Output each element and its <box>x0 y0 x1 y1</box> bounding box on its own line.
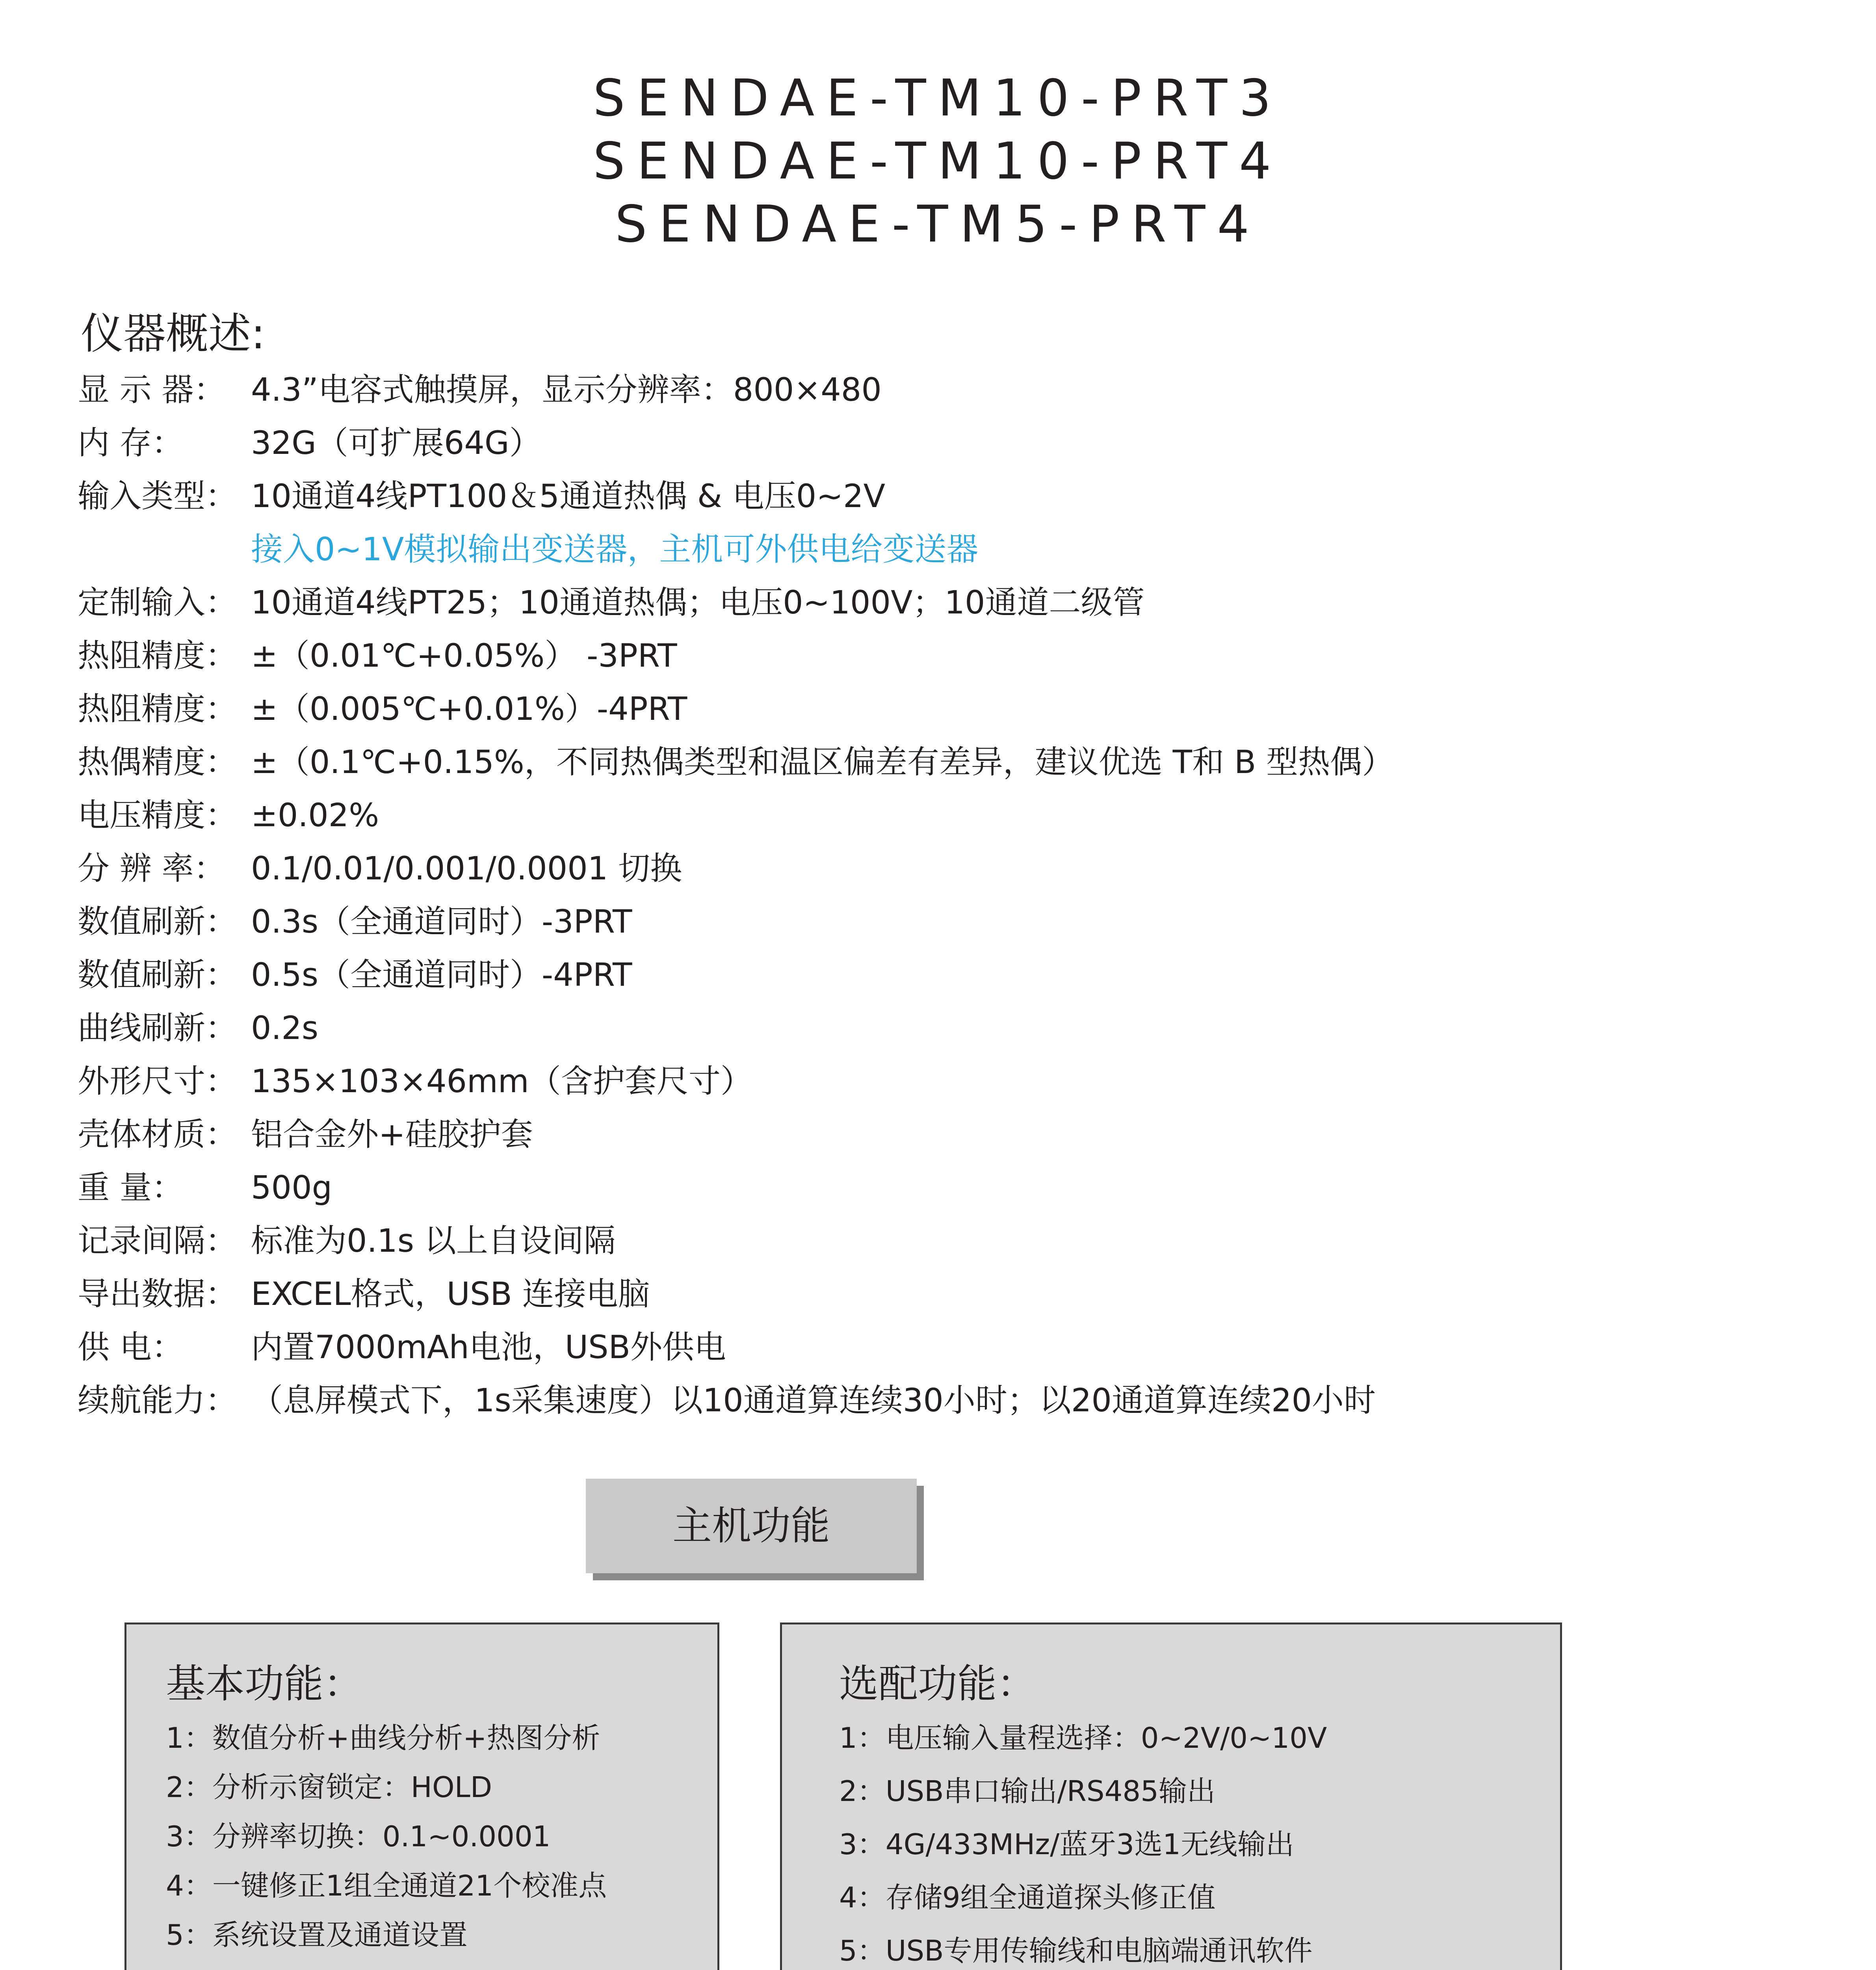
spec-label: 导出数据： <box>78 1276 238 1313</box>
spec-value: ±（0.01℃+0.05%） -3PRT <box>251 637 677 675</box>
spec-label: 热阻精度： <box>78 691 238 728</box>
spec-value: 标准为0.1s 以上自设间隔 <box>251 1223 616 1260</box>
spec-value: ±（0.1℃+0.15%，不同热偶类型和温区偏差有差异，建议优选 T和 B 型热偶） <box>251 744 1394 781</box>
spec-value: 0.1/0.01/0.001/0.0001 切换 <box>251 850 682 887</box>
spec-value: 500g <box>251 1169 332 1206</box>
model-titles <box>0 67 1876 256</box>
spec-value: 0.3s（全通道同时）-3PRT <box>251 903 632 940</box>
spec-row <box>78 737 1394 782</box>
spec-value: 4.3”电容式触摸屏，显示分辨率：800×480 <box>251 372 882 409</box>
spec-row <box>78 1003 318 1048</box>
model-title: SENDAE-TM5-PRT4 <box>615 195 1261 254</box>
spec-row <box>78 1162 332 1208</box>
spec-value: （息屏模式下，1s采集速度）以10通道算连续30小时；以20通道算连续20小时 <box>251 1382 1376 1419</box>
spec-row <box>78 790 379 836</box>
spec-value: 铝合金外+硅胶护套 <box>251 1116 533 1153</box>
overview-title: 仪器概述: <box>81 309 266 359</box>
spec-value: 0.2s <box>251 1010 319 1047</box>
spec-label: 曲线刷新： <box>78 1010 238 1047</box>
spec-row <box>78 577 1145 623</box>
spec-row <box>78 843 682 889</box>
basic-function-item: 1：数值分析+曲线分析+热图分析 <box>166 1721 600 1754</box>
spec-row <box>78 1056 752 1102</box>
spec-value: 10通道4线PT25；10通道热偶；电压0~100V；10通道二级管 <box>251 584 1145 621</box>
spec-label: 供 电： <box>78 1329 184 1366</box>
optional-function-item: 4：存储9组全通道探头修正值 <box>839 1881 1216 1914</box>
optional-function-item: 2：USB串口输出/RS485输出 <box>839 1775 1216 1808</box>
spec-value: ±0.02% <box>251 797 379 834</box>
spec-row <box>78 896 632 942</box>
spec-row <box>78 1215 616 1261</box>
spec-value: EXCEL格式，USB 连接电脑 <box>251 1276 650 1313</box>
host-function-button[interactable]: 主机功能 <box>586 1479 917 1573</box>
basic-function-item: 2：分析示窗锁定：HOLD <box>166 1771 492 1804</box>
spec-row <box>78 950 632 995</box>
basic-functions-panel <box>124 1622 719 1970</box>
spec-label: 壳体材质： <box>78 1116 238 1153</box>
spec-value: 内置7000mAh电池，USB外供电 <box>251 1329 726 1366</box>
spec-label: 热阻精度： <box>78 637 238 675</box>
spec-row-note <box>78 524 978 570</box>
spec-row <box>78 471 885 517</box>
spec-label: 重 量： <box>78 1169 184 1206</box>
spec-value: 10通道4线PT100＆5通道热偶 & 电压0~2V <box>251 478 886 515</box>
spec-label: 内 存： <box>78 425 184 462</box>
spec-label: 热偶精度： <box>78 744 238 781</box>
optional-function-item: 3：4G/433MHz/蓝牙3选1无线输出 <box>839 1828 1295 1861</box>
spec-label: 外形尺寸： <box>78 1063 238 1100</box>
basic-function-item: 5：系统设置及通道设置 <box>166 1918 468 1951</box>
spec-label: 续航能力： <box>78 1382 238 1419</box>
optional-functions-title: 选配功能： <box>839 1661 1036 1707</box>
spec-row <box>78 630 677 676</box>
basic-function-item: 3：分辨率切换：0.1~0.0001 <box>166 1820 551 1853</box>
model-title: SENDAE-TM10-PRT3 <box>593 69 1283 128</box>
spec-row <box>78 1109 533 1155</box>
spec-row <box>78 1375 1376 1421</box>
optional-functions-panel <box>780 1622 1562 1970</box>
spec-value: 32G（可扩展64G） <box>251 425 541 462</box>
spec-label: 电压精度： <box>78 797 238 834</box>
spec-label: 数值刷新： <box>78 903 238 940</box>
spec-label: 输入类型： <box>78 478 238 515</box>
spec-label: 记录间隔： <box>78 1223 238 1260</box>
spec-row <box>78 684 687 729</box>
spec-value: 135×103×46mm（含护套尺寸） <box>251 1063 752 1100</box>
spec-row <box>78 418 541 463</box>
spec-label: 分 辨 率： <box>78 850 226 887</box>
spec-label: 定制输入： <box>78 584 238 621</box>
model-title: SENDAE-TM10-PRT4 <box>593 132 1283 191</box>
optional-function-item: 5：USB专用传输线和电脑端通讯软件 <box>839 1934 1313 1967</box>
spec-label: 数值刷新： <box>78 957 238 994</box>
spec-value: 接入0~1V模拟输出变送器，主机可外供电给变送器 <box>251 531 979 568</box>
spec-value: 0.5s（全通道同时）-4PRT <box>251 957 632 994</box>
spec-row <box>78 1269 650 1314</box>
basic-functions-title: 基本功能： <box>166 1661 363 1707</box>
spec-value: ±（0.005℃+0.01%）-4PRT <box>251 691 687 728</box>
spec-row <box>78 1322 726 1368</box>
optional-function-item: 1：电压输入量程选择：0~2V/0~10V <box>839 1721 1327 1754</box>
basic-function-item: 4：一键修正1组全通道21个校准点 <box>166 1869 607 1902</box>
spec-row <box>78 364 882 410</box>
spec-label: 显 示 器： <box>78 372 226 409</box>
